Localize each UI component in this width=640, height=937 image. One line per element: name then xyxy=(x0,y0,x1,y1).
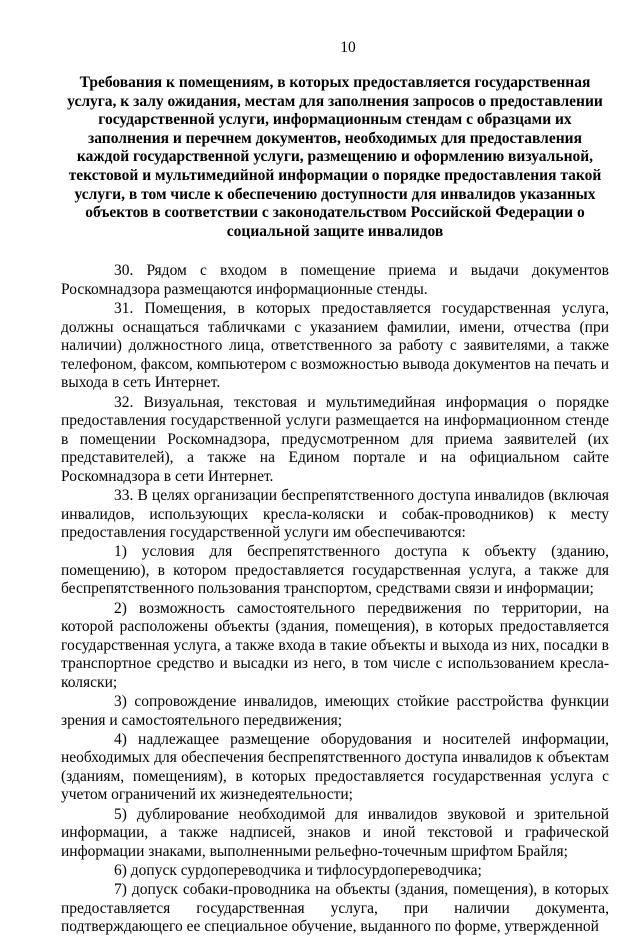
list-item-4: 4) надлежащее размещение оборудования и носителей информации, необходимых для обеспечения беспрепятственного доступа инвалидов к объектам (зданиям, помещениям), в которых предоставляется государственная услуга с учетом ограничений их жизнедеятельности; xyxy=(61,730,609,804)
list-item-7: 7) допуск собаки-проводника на объекты (здания, помещения), в которых предоставляется государственная услуга, при наличии документа, подтверждающего ее специальное обучение, выданного по форме, утвержденной xyxy=(61,880,609,936)
paragraph-32: 32. Визуальная, текстовая и мультимедийная информация о порядке предоставления государственной услуги размещается на информационном стенде в помещении Роскомнадзора, предусмотренном для приема заявителей (их представителей), а также на Едином портале и на официальном сайте Роскомнадзора в сети Интернет. xyxy=(61,393,609,485)
list-item-5: 5) дублирование необходимой для инвалидов звуковой и зрительной информации, а также надписей, знаков и иной текстовой и графической информации знаками, выполненными рельефно-точечным шрифтом Брайля; xyxy=(61,805,609,860)
page-number: 10 xyxy=(340,39,356,56)
list-item-1: 1) условия для беспрепятственного доступа к объекту (зданию, помещению), в котором предоставляется государственная услуга, а также для беспрепятственного пользования транспортом, средствами связи и информации; xyxy=(61,543,609,598)
list-item-2: 2) возможность самостоятельного передвижения по территории, на которой расположены объекты (здания, помещения), в которых предоставляется государственная услуга, а также входа в такие объекты и выхода из них, посадки в транспортное средство и высадки из него, в том числе с использованием кресла-коляски; xyxy=(61,599,609,691)
document-body xyxy=(61,262,609,936)
paragraph-31: 31. Помещения, в которых предоставляется государственная услуга, должны оснащаться табличками с указанием фамилии, имени, отчества (при наличии) должностного лица, ответственного за работу с заявителями, а также телефоном, факсом, компьютером с возможностью вывода документов на печать и выхода в сеть Интернет. xyxy=(61,300,609,392)
paragraph-30: 30. Рядом с входом в помещение приема и выдачи документов Роскомнадзора размещаются информационные стенды. xyxy=(61,262,609,298)
section-title: Требования к помещениям, в которых предоставляется государственная услуга, к залу ожидания, местам для заполнения запросов о предоставлении государственной услуги, информационным стендам с образцами их заполнения и перечнем документов, необходимых для предоставления каждой государственной услуги, размещению и оформлению визуальной, текстовой и мультимедийной информации о порядке предоставления такой услуги, в том числе к обеспечению доступности для инвалидов указанных объектов в соответствии с законодательством Российской Федерации о социальной защите инвалидов xyxy=(67,74,603,240)
list-item-6: 6) допуск сурдопереводчика и тифлосурдопереводчика; xyxy=(114,861,482,879)
list-item-3: 3) сопровождение инвалидов, имеющих стойкие расстройства функции зрения и самостоятельного передвижения; xyxy=(61,693,609,729)
paragraph-33: 33. В целях организации беспрепятственного доступа инвалидов (включая инвалидов, использующих кресла-коляски и собак-проводников) к месту предоставления государственной услуги им обеспечиваются: xyxy=(61,486,609,542)
